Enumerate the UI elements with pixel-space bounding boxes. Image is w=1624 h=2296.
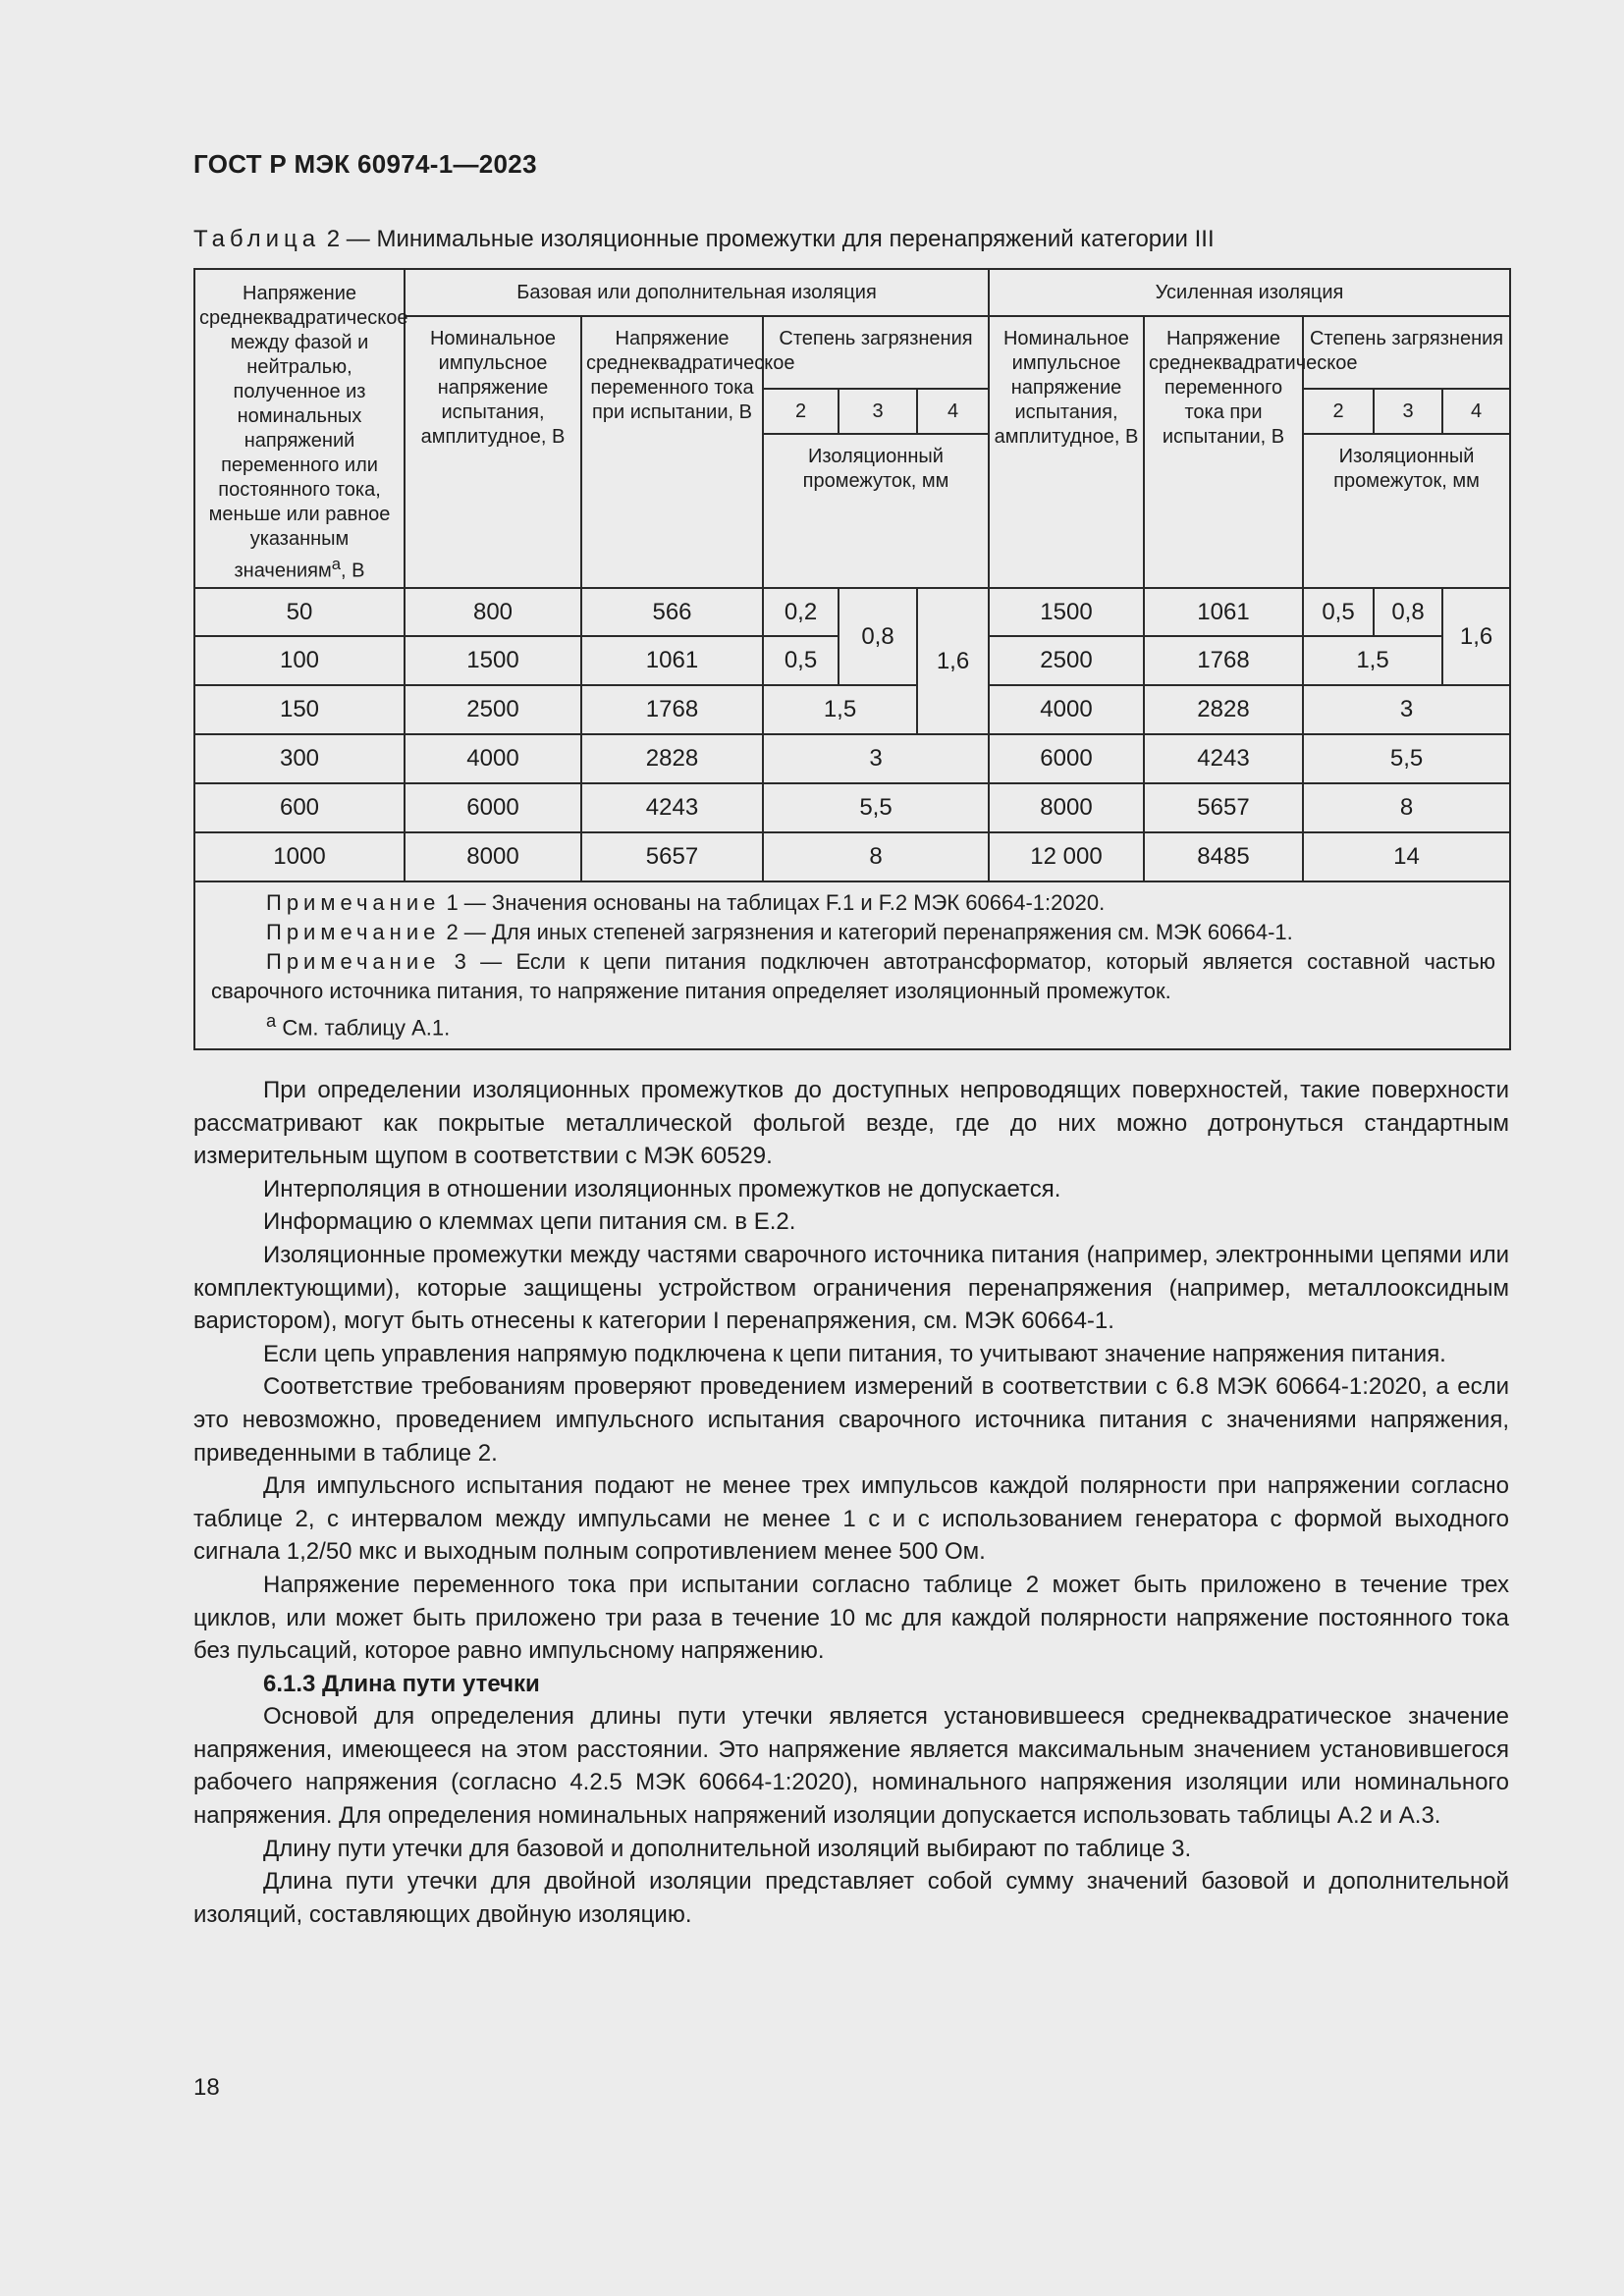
paragraph: Изоляционные промежутки между частями сварочного источника питания (например, электронными цепями или комплектующими), которые защищены устройством ограничения перенапряжения (например, металлооксидным варистором), могут быть отнесены к категории I перенапряжения, см. МЭК 60664-1. xyxy=(193,1241,1509,1335)
cell-basic-rms: 1768 xyxy=(581,685,763,734)
header-basic-rms: Напряжение среднеквадратическое переменного тока при испытании, В xyxy=(581,316,763,588)
page-number: 18 xyxy=(193,2074,220,2101)
cell-reinforced-clearance: 14 xyxy=(1303,832,1510,881)
cell-reinforced-rms: 5657 xyxy=(1144,783,1303,832)
header-reinforced-impulse: Номинальное импульсное напряжение испытания, амплитудное, В xyxy=(989,316,1144,588)
paragraph: Основой для определения длины пути утечки является установившееся среднеквадратическое значение напряжения, имеющееся на этом расстоянии. Это напряжение является максимальным значением установившегося рабочего напряжения (согласно 4.2.5 МЭК 60664-1:2020), номинального напряжения изоляции или номинального напряжения. Для определения номинальных напряжений изоляции допускается использовать таблицы А.2 и А.3. xyxy=(193,1703,1509,1830)
cell-voltage: 1000 xyxy=(194,832,405,881)
cell-reinforced-impulse: 4000 xyxy=(989,685,1144,734)
paragraph: Если цепь управления напрямую подключена к цепи питания, то учитывают значение напряжения питания. xyxy=(263,1340,1446,1367)
cell-reinforced-rms: 4243 xyxy=(1144,734,1303,783)
cell-basic-pd2: 0,2 xyxy=(763,588,839,636)
paragraph: Для импульсного испытания подают не менее трех импульсов каждой полярности при напряжении согласно таблице 2, с интервалом между импульсами не менее 1 с и с использованием генератора с формой выходного сигнала 1,2/50 мкс и выходным полным сопротивлением менее 500 Ом. xyxy=(193,1472,1509,1566)
header-reinforced-pd-4: 4 xyxy=(1442,389,1510,434)
cell-basic-rms: 5657 xyxy=(581,832,763,881)
table-footnote: $^а$ См. таблицу А.1. xyxy=(266,1010,451,1041)
paragraph: При определении изоляционных промежутков до доступных непроводящих поверхностей, такие поверхности рассматривают как покрытые металлической фольгой везде, где до них можно дотронуться стандартным измерительным щупом в соответствии с МЭК 60529. xyxy=(193,1077,1509,1170)
cell-basic-pd4: 1,6 xyxy=(917,588,989,734)
cell-basic-impulse: 4000 xyxy=(405,734,581,783)
cell-reinforced-clearance: 5,5 xyxy=(1303,734,1510,783)
table-notes xyxy=(194,881,1510,1049)
cell-voltage: 100 xyxy=(194,636,405,685)
header-reinforced-clearance: Изоляционный промежуток, мм xyxy=(1303,434,1510,588)
paragraph: Соответствие требованиям проверяют проведением измерений в соответствии с 6.8 МЭК 60664-1:2020, а если это невозможно, проведением импульсного испытания сварочного источника питания с значениями напряжения, приведенными в таблице 2. xyxy=(193,1373,1509,1467)
cell-basic-pd23: 1,5 xyxy=(763,685,917,734)
paragraph: Информацию о клеммах цепи питания см. в Е.2. xyxy=(263,1208,796,1236)
table-row xyxy=(194,588,1510,636)
cell-voltage: 600 xyxy=(194,783,405,832)
cell-reinforced-clearance: 3 xyxy=(1303,685,1510,734)
cell-reinforced-rms: 1061 xyxy=(1144,588,1303,636)
header-reinforced-pd-3: 3 xyxy=(1374,389,1442,434)
cell-reinforced-rms: 2828 xyxy=(1144,685,1303,734)
table-caption xyxy=(193,226,1215,253)
table-row xyxy=(194,685,1510,734)
cell-reinforced-pd4: 1,6 xyxy=(1442,588,1510,685)
table-caption-label: Таблица xyxy=(193,226,321,252)
cell-reinforced-rms: 1768 xyxy=(1144,636,1303,685)
cell-basic-impulse: 1500 xyxy=(405,636,581,685)
cell-reinforced-impulse: 2500 xyxy=(989,636,1144,685)
header-basic-pd-3: 3 xyxy=(839,389,917,434)
table-row xyxy=(194,832,1510,881)
paragraph: Интерполяция в отношении изоляционных промежутков не допускается. xyxy=(263,1175,1061,1202)
cell-basic-rms: 4243 xyxy=(581,783,763,832)
clearance-table xyxy=(193,268,1511,1050)
table-note: Примечание 3 — Если к цепи питания подключен автотрансформатор, который является составной частью сварочного источника питания, то напряжение питания определяет изоляционный промежуток. xyxy=(211,949,1496,1003)
cell-reinforced-pd2: 0,5 xyxy=(1303,588,1374,636)
cell-basic-clearance: 3 xyxy=(763,734,989,783)
cell-reinforced-impulse: 8000 xyxy=(989,783,1144,832)
cell-reinforced-rms: 8485 xyxy=(1144,832,1303,881)
cell-basic-rms: 566 xyxy=(581,588,763,636)
header-voltage: Напряжение среднеквадратическое между фазой и нейтралью, полученное из номинальных напряжений переменного или постоянного тока, меньше или равное указанным значениям$^а$, В xyxy=(194,269,405,588)
cell-basic-impulse: 8000 xyxy=(405,832,581,881)
cell-basic-rms: 1061 xyxy=(581,636,763,685)
cell-basic-pd3: 0,8 xyxy=(839,588,917,685)
table-note: Примечание 1 — Значения основаны на таблицах F.1 и F.2 МЭК 60664-1:2020. xyxy=(266,890,1106,915)
cell-basic-rms: 2828 xyxy=(581,734,763,783)
cell-basic-impulse: 2500 xyxy=(405,685,581,734)
cell-basic-clearance: 5,5 xyxy=(763,783,989,832)
cell-reinforced-pd23: 1,5 xyxy=(1303,636,1442,685)
header-reinforced-rms: Напряжение среднеквадратическое переменного тока при испытании, В xyxy=(1144,316,1303,588)
cell-reinforced-pd3: 0,8 xyxy=(1374,588,1442,636)
table-row xyxy=(194,734,1510,783)
section-heading: 6.1.3 Длина пути утечки xyxy=(263,1670,540,1697)
cell-voltage: 50 xyxy=(194,588,405,636)
header-reinforced-pollution: Степень загрязнения xyxy=(1303,316,1510,389)
paragraph: Длину пути утечки для базовой и дополнительной изоляций выбирают по таблице 3. xyxy=(263,1835,1192,1862)
table-row xyxy=(194,783,1510,832)
paragraph: Напряжение переменного тока при испытании согласно таблице 2 может быть приложено в течение трех циклов, или может быть приложено три раза в течение 10 мс для каждой полярности напряжение постоянного тока без пульсаций, которое равно импульсному напряжению. xyxy=(193,1571,1509,1665)
header-basic-insulation: Базовая или дополнительная изоляция xyxy=(405,269,989,316)
header-basic-pollution: Степень загрязнения xyxy=(763,316,989,389)
header-basic-impulse: Номинальное импульсное напряжение испытания, амплитудное, В xyxy=(405,316,581,588)
header-basic-clearance: Изоляционный промежуток, мм xyxy=(763,434,989,588)
header-basic-pd-4: 4 xyxy=(917,389,989,434)
cell-voltage: 300 xyxy=(194,734,405,783)
header-reinforced-pd-2: 2 xyxy=(1303,389,1374,434)
document-header: ГОСТ Р МЭК 60974-1—2023 xyxy=(193,149,537,179)
header-basic-pd-2: 2 xyxy=(763,389,839,434)
cell-basic-clearance: 8 xyxy=(763,832,989,881)
cell-basic-impulse: 6000 xyxy=(405,783,581,832)
header-reinforced-insulation: Усиленная изоляция xyxy=(989,269,1510,316)
cell-voltage: 150 xyxy=(194,685,405,734)
table-caption-text: 2 — Минимальные изоляционные промежутки для перенапряжений категории III xyxy=(320,226,1215,252)
body-text xyxy=(193,1074,1509,1931)
cell-reinforced-impulse: 12 000 xyxy=(989,832,1144,881)
cell-basic-impulse: 800 xyxy=(405,588,581,636)
cell-basic-pd2: 0,5 xyxy=(763,636,839,685)
cell-reinforced-impulse: 1500 xyxy=(989,588,1144,636)
table-note: Примечание 2 — Для иных степеней загрязнения и категорий перенапряжения см. МЭК 60664-1. xyxy=(266,920,1293,944)
cell-reinforced-impulse: 6000 xyxy=(989,734,1144,783)
cell-reinforced-clearance: 8 xyxy=(1303,783,1510,832)
paragraph: Длина пути утечки для двойной изоляции представляет собой сумму значений базовой и дополнительной изоляций, составляющих двойную изоляцию. xyxy=(193,1868,1509,1928)
